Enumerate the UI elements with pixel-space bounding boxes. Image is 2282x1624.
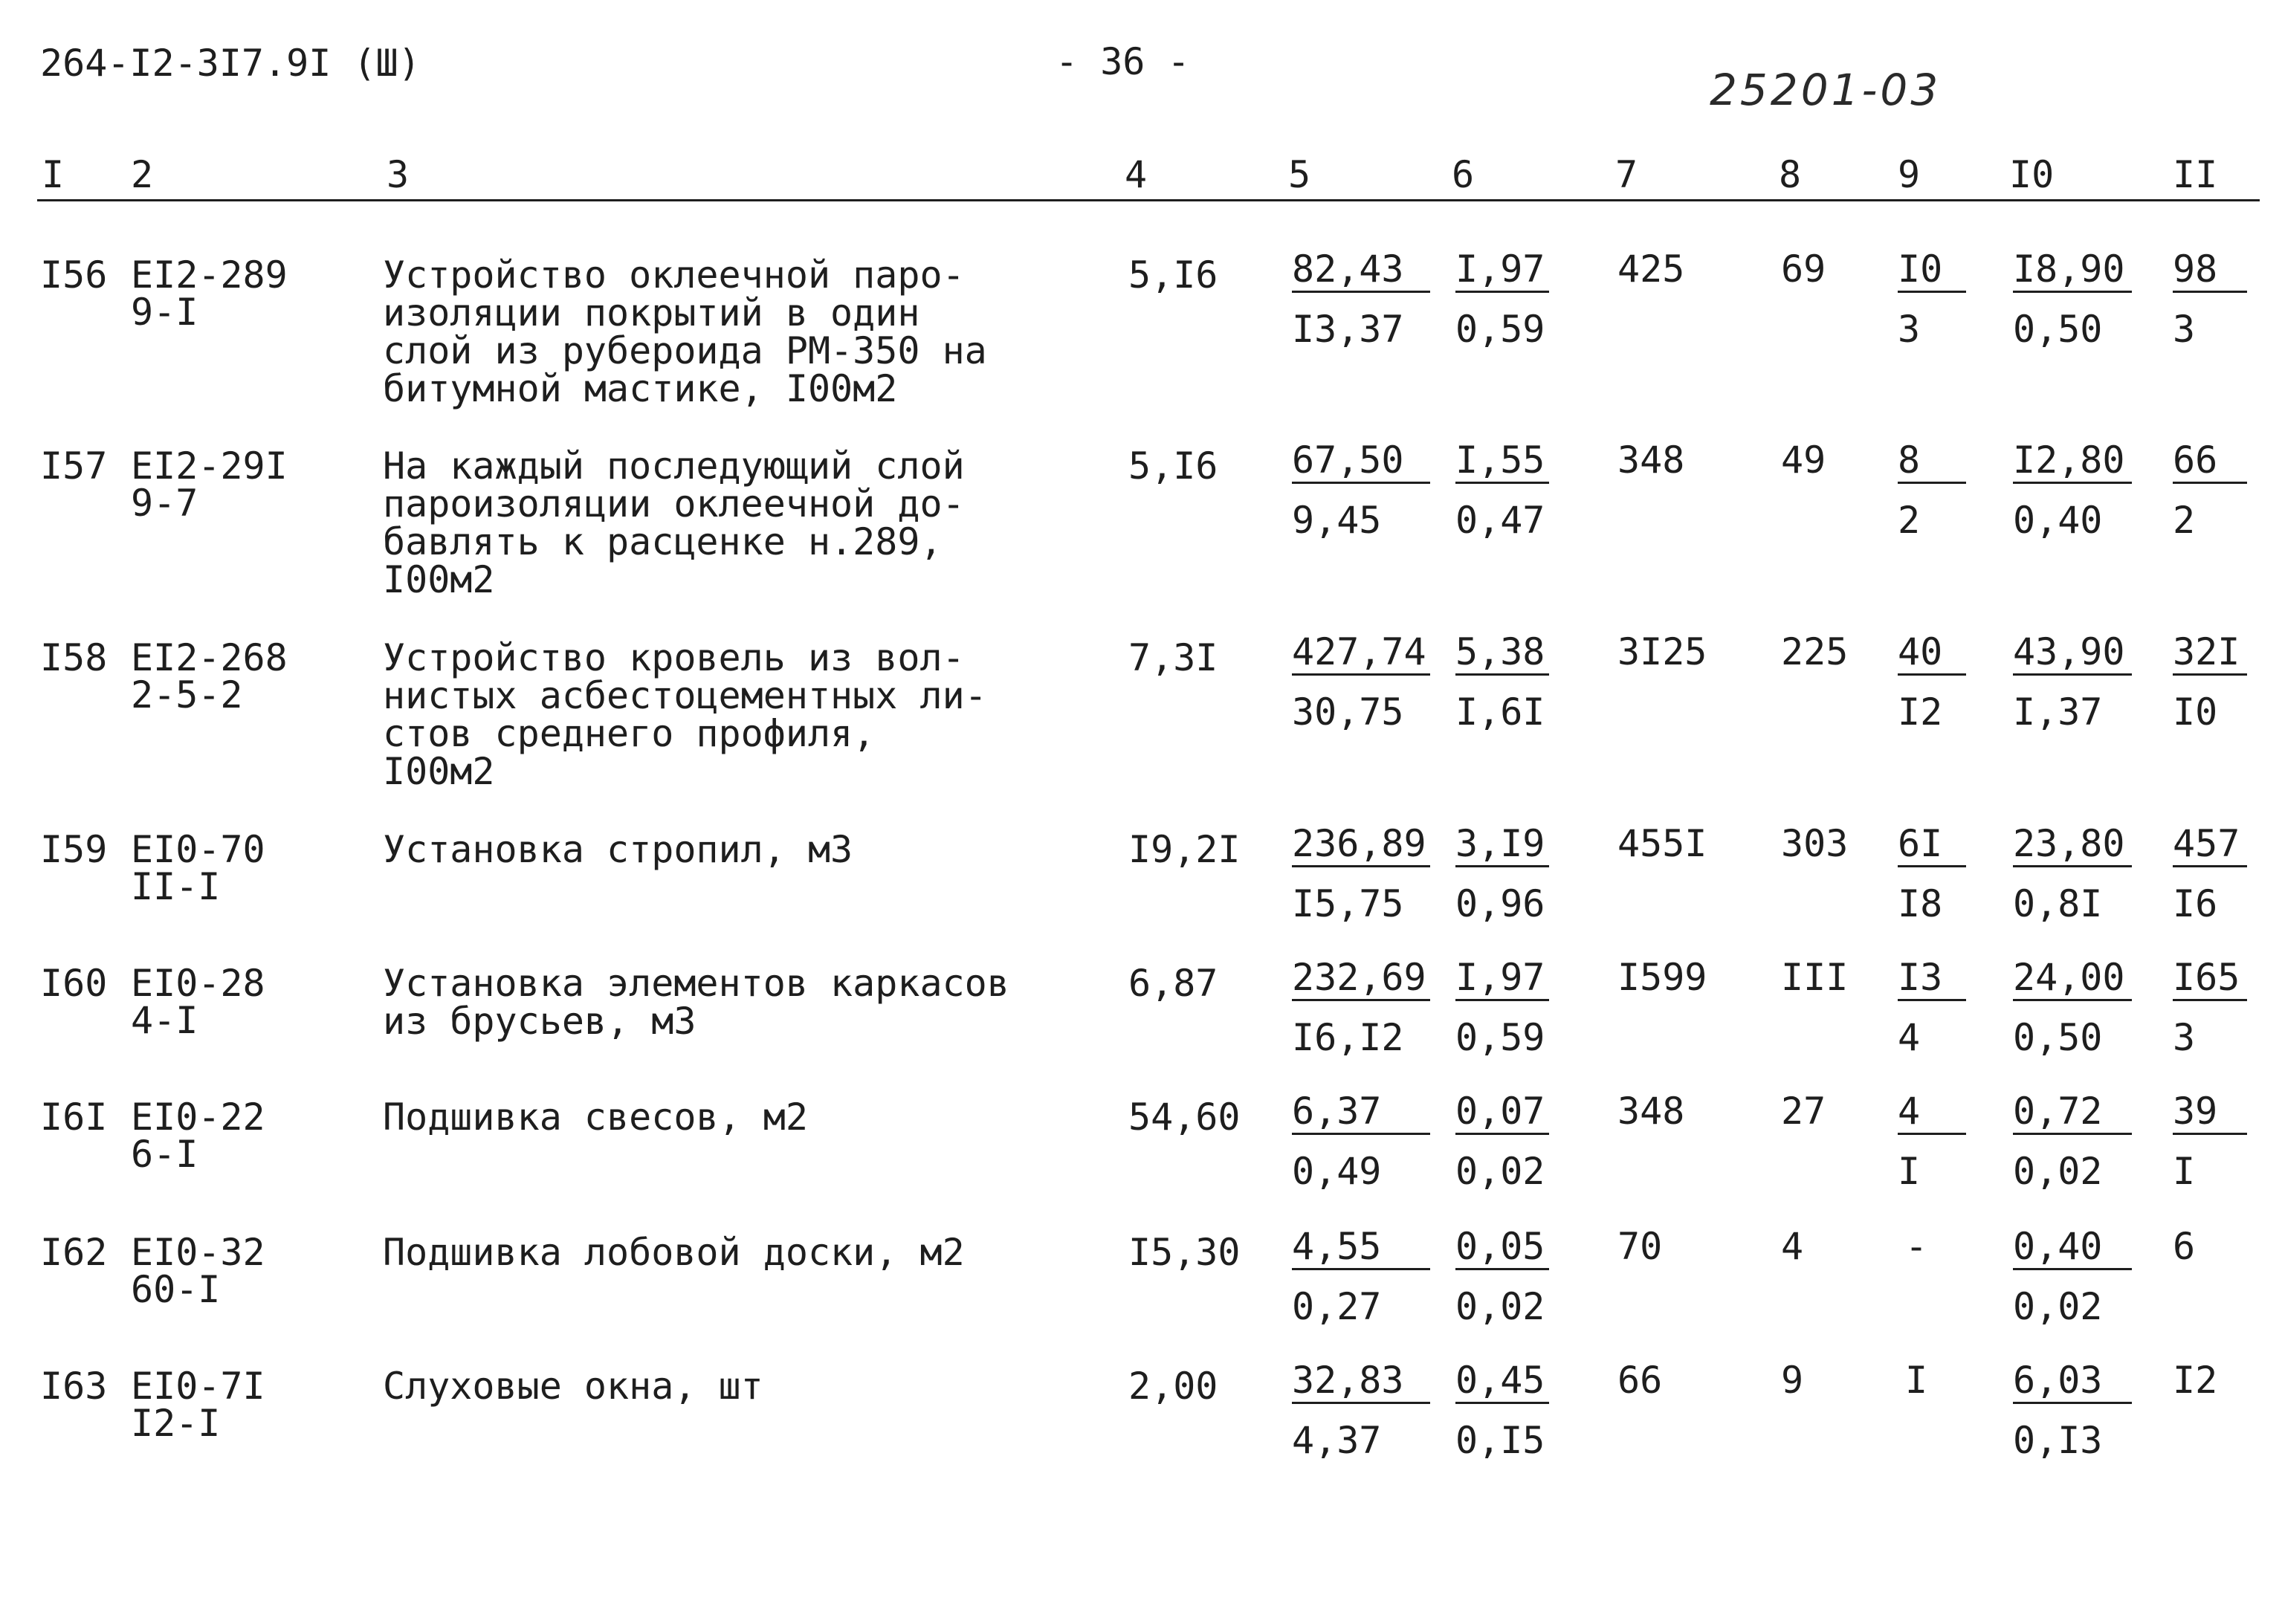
column-9-value <box>1898 822 1966 925</box>
table-row <box>0 248 2282 435</box>
total-cost: 348 <box>1617 439 1685 482</box>
page-number: - 36 - <box>1056 40 1190 83</box>
column-9-value: - <box>1905 1225 1928 1268</box>
unit-cost <box>1292 630 1430 734</box>
work-description: Устройство кровель из вол- нистых асбестоцементных ли- стов среднего профиля, I00м2 <box>383 636 987 793</box>
total-labor-bottom: I6 <box>2173 882 2218 925</box>
rate-subcode: 9-7 <box>131 482 198 525</box>
total-wage: III <box>1781 956 1849 999</box>
column-header: I0 <box>2009 153 2055 196</box>
labor-per-unit <box>2013 248 2132 351</box>
total-labor-bottom: 3 <box>2173 308 2196 351</box>
unit-wage-top: 0,07 <box>1455 1093 1549 1135</box>
column-9-value-bottom: I2 <box>1898 690 1943 734</box>
rate-subcode: 60-I <box>131 1268 221 1311</box>
rate-subcode: I2-I <box>131 1402 221 1445</box>
column-header: 7 <box>1615 153 1638 196</box>
unit-wage <box>1455 248 1549 351</box>
row-number: I6I <box>40 1096 108 1139</box>
unit-cost-top: 232,69 <box>1292 959 1430 1001</box>
unit-cost-top: 32,83 <box>1292 1362 1430 1404</box>
total-labor <box>2173 439 2247 542</box>
column-header: 9 <box>1898 153 1921 196</box>
unit-wage-bottom: 0,02 <box>1455 1285 1545 1328</box>
work-description: Подшивка свесов, м2 <box>383 1096 808 1139</box>
unit-cost <box>1292 822 1430 925</box>
column-header: 6 <box>1452 153 1475 196</box>
column-9-value-top: I0 <box>1898 250 1966 293</box>
document-code: 264-I2-3I7.9I (Ш) <box>40 42 421 85</box>
unit-cost-bottom: 30,75 <box>1292 690 1404 734</box>
labor-per-unit <box>2013 439 2132 542</box>
total-labor-top: 98 <box>2173 250 2247 293</box>
unit-wage-bottom: 0,59 <box>1455 1016 1545 1059</box>
rate-subcode: 2-5-2 <box>131 673 243 716</box>
rate-code: EI2-29I <box>131 444 288 488</box>
labor-per-unit <box>2013 822 2132 925</box>
column-9-value <box>1898 248 1966 351</box>
unit-cost <box>1292 956 1430 1059</box>
unit-wage-top: 5,38 <box>1455 633 1549 676</box>
labor-per-unit-bottom: 0,8I <box>2013 882 2103 925</box>
labor-per-unit-bottom: I,37 <box>2013 690 2103 734</box>
column-9-value-bottom: I8 <box>1898 882 1943 925</box>
quantity-value: 5,I6 <box>1128 253 1218 297</box>
labor-per-unit-top: 23,80 <box>2013 825 2132 867</box>
unit-wage <box>1455 1225 1549 1328</box>
labor-per-unit <box>2013 1359 2132 1462</box>
unit-cost <box>1292 439 1430 542</box>
unit-wage <box>1455 956 1549 1059</box>
unit-wage-top: 3,I9 <box>1455 825 1549 867</box>
column-header: 8 <box>1779 153 1802 196</box>
unit-wage-top: I,97 <box>1455 250 1549 293</box>
unit-wage-bottom: I,6I <box>1455 690 1545 734</box>
column-9-value-top: 6I <box>1898 825 1966 867</box>
unit-cost-bottom: 0,27 <box>1292 1285 1382 1328</box>
column-header: I <box>42 153 65 196</box>
work-description: Установка элементов каркасов из брусьев, м3 <box>383 962 1009 1043</box>
table-row <box>0 1359 2282 1546</box>
unit-cost-bottom: I6,I2 <box>1292 1016 1404 1059</box>
total-labor-top: 457 <box>2173 825 2247 867</box>
work-description: Подшивка лобовой доски, м2 <box>383 1231 965 1274</box>
column-9-value <box>1898 956 1966 1059</box>
work-description: Слуховые окна, шт <box>383 1365 763 1408</box>
unit-wage <box>1455 822 1549 925</box>
total-wage: 9 <box>1781 1359 1804 1402</box>
column-9-value-bottom: 4 <box>1898 1016 1921 1059</box>
column-9-value: I <box>1905 1359 1928 1402</box>
unit-cost-top: 236,89 <box>1292 825 1430 867</box>
total-cost: 66 <box>1617 1359 1663 1402</box>
unit-wage <box>1455 1359 1549 1462</box>
rate-code: EI0-28 <box>131 962 265 1005</box>
total-labor <box>2173 248 2247 351</box>
unit-cost <box>1292 1225 1430 1328</box>
rate-subcode: 9-I <box>131 291 198 334</box>
unit-wage <box>1455 1090 1549 1193</box>
unit-wage-top: I,55 <box>1455 441 1549 484</box>
unit-wage-top: I,97 <box>1455 959 1549 1001</box>
rate-subcode: 6-I <box>131 1133 198 1176</box>
total-cost: 425 <box>1617 248 1685 291</box>
column-9-value-bottom: I <box>1898 1150 1921 1193</box>
labor-per-unit-top: I2,80 <box>2013 441 2132 484</box>
unit-cost-top: 67,50 <box>1292 441 1430 484</box>
total-wage: 303 <box>1781 822 1849 865</box>
column-9-value <box>1898 630 1966 734</box>
header-rule <box>37 199 2260 201</box>
unit-cost <box>1292 1090 1430 1193</box>
unit-wage-bottom: 0,59 <box>1455 308 1545 351</box>
column-header: II <box>2173 153 2218 196</box>
unit-wage-bottom: 0,I5 <box>1455 1419 1545 1462</box>
unit-wage-bottom: 0,02 <box>1455 1150 1545 1193</box>
row-number: I58 <box>40 636 108 679</box>
row-number: I57 <box>40 444 108 488</box>
unit-cost <box>1292 1359 1430 1462</box>
unit-cost-top: 6,37 <box>1292 1093 1430 1135</box>
labor-per-unit-top: 0,72 <box>2013 1093 2132 1135</box>
labor-per-unit-bottom: 0,40 <box>2013 499 2103 542</box>
labor-per-unit <box>2013 1090 2132 1193</box>
total-labor <box>2173 630 2247 734</box>
rate-code: EI0-22 <box>131 1096 265 1139</box>
quantity-value: 7,3I <box>1128 636 1218 679</box>
labor-per-unit-bottom: 0,50 <box>2013 1016 2103 1059</box>
row-number: I63 <box>40 1365 108 1408</box>
table-row <box>0 439 2282 626</box>
total-labor-bottom: I0 <box>2173 690 2218 734</box>
rate-subcode: 4-I <box>131 999 198 1042</box>
unit-wage-top: 0,45 <box>1455 1362 1549 1404</box>
rate-code: EI0-7I <box>131 1365 265 1408</box>
total-cost: I599 <box>1617 956 1707 999</box>
column-header-row <box>0 153 2282 201</box>
work-description: На каждый последующий слой пароизоляции оклеечной до- бавлять к расценке н.289, I00м2 <box>383 444 965 601</box>
labor-per-unit-top: 24,00 <box>2013 959 2132 1001</box>
total-labor-bottom: 3 <box>2173 1016 2196 1059</box>
unit-cost-top: 82,43 <box>1292 250 1430 293</box>
total-wage: 225 <box>1781 630 1849 673</box>
rate-code: EI2-289 <box>131 253 288 297</box>
labor-per-unit-bottom: 0,50 <box>2013 308 2103 351</box>
labor-per-unit-bottom: 0,02 <box>2013 1150 2103 1193</box>
labor-per-unit <box>2013 630 2132 734</box>
unit-cost-bottom: I3,37 <box>1292 308 1404 351</box>
column-9-value-top: I3 <box>1898 959 1966 1001</box>
total-wage: 69 <box>1781 248 1826 291</box>
labor-per-unit <box>2013 1225 2132 1328</box>
table-row <box>0 630 2282 818</box>
total-labor <box>2173 956 2247 1059</box>
work-description: Установка стропил, м3 <box>383 828 853 871</box>
column-9-value <box>1898 439 1966 542</box>
row-number: I56 <box>40 253 108 297</box>
labor-per-unit-bottom: 0,02 <box>2013 1285 2103 1328</box>
total-labor-top: 66 <box>2173 441 2247 484</box>
labor-per-unit-top: I8,90 <box>2013 250 2132 293</box>
total-cost: 455I <box>1617 822 1707 865</box>
column-9-value-top: 40 <box>1898 633 1966 676</box>
rate-code: EI2-268 <box>131 636 288 679</box>
quantity-value: I5,30 <box>1128 1231 1241 1274</box>
unit-wage-bottom: 0,96 <box>1455 882 1545 925</box>
unit-cost <box>1292 248 1430 351</box>
unit-wage <box>1455 630 1549 734</box>
labor-per-unit-bottom: 0,I3 <box>2013 1419 2103 1462</box>
total-cost: 3I25 <box>1617 630 1707 673</box>
total-wage: 49 <box>1781 439 1826 482</box>
unit-wage-bottom: 0,47 <box>1455 499 1545 542</box>
quantity-value: I9,2I <box>1128 828 1241 871</box>
unit-wage-top: 0,05 <box>1455 1228 1549 1270</box>
total-wage: 4 <box>1781 1225 1804 1268</box>
labor-per-unit-top: 43,90 <box>2013 633 2132 676</box>
work-description: Устройство оклеечной паро- изоляции покрытий в один слой из рубероида РМ-350 на битумной мастике, I00м2 <box>383 253 987 410</box>
total-labor: I2 <box>2173 1359 2218 1402</box>
column-header: 3 <box>387 153 410 196</box>
total-cost: 348 <box>1617 1090 1685 1133</box>
quantity-value: 54,60 <box>1128 1096 1241 1139</box>
total-labor-top: 39 <box>2173 1093 2247 1135</box>
column-header: 4 <box>1125 153 1148 196</box>
unit-cost-bottom: 0,49 <box>1292 1150 1382 1193</box>
quantity-value: 2,00 <box>1128 1365 1218 1408</box>
total-labor-bottom: I <box>2173 1150 2196 1193</box>
column-header: 2 <box>131 153 154 196</box>
unit-cost-bottom: 4,37 <box>1292 1419 1382 1462</box>
total-labor-top: 32I <box>2173 633 2247 676</box>
total-labor <box>2173 822 2247 925</box>
column-9-value-top: 8 <box>1898 441 1966 484</box>
unit-cost-bottom: I5,75 <box>1292 882 1404 925</box>
unit-wage <box>1455 439 1549 542</box>
column-9-value-bottom: 2 <box>1898 499 1921 542</box>
row-number: I59 <box>40 828 108 871</box>
rate-code: EI0-70 <box>131 828 265 871</box>
column-9-value-bottom: 3 <box>1898 308 1921 351</box>
unit-cost-top: 427,74 <box>1292 633 1430 676</box>
labor-per-unit-top: 6,03 <box>2013 1362 2132 1404</box>
total-labor-bottom: 2 <box>2173 499 2196 542</box>
unit-cost-top: 4,55 <box>1292 1228 1430 1270</box>
row-number: I60 <box>40 962 108 1005</box>
column-header: 5 <box>1288 153 1311 196</box>
labor-per-unit <box>2013 956 2132 1059</box>
total-labor <box>2173 1090 2247 1193</box>
labor-per-unit-top: 0,40 <box>2013 1228 2132 1270</box>
rate-code: EI0-32 <box>131 1231 265 1274</box>
column-9-value-top: 4 <box>1898 1093 1966 1135</box>
total-labor: 6 <box>2173 1225 2196 1268</box>
total-wage: 27 <box>1781 1090 1826 1133</box>
column-9-value <box>1898 1090 1966 1193</box>
unit-cost-bottom: 9,45 <box>1292 499 1382 542</box>
rate-subcode: II-I <box>131 865 221 908</box>
quantity-value: 5,I6 <box>1128 444 1218 488</box>
total-labor-top: I65 <box>2173 959 2247 1001</box>
total-cost: 70 <box>1617 1225 1663 1268</box>
quantity-value: 6,87 <box>1128 962 1218 1005</box>
row-number: I62 <box>40 1231 108 1274</box>
archive-number: 25201-03 <box>1710 65 1942 115</box>
